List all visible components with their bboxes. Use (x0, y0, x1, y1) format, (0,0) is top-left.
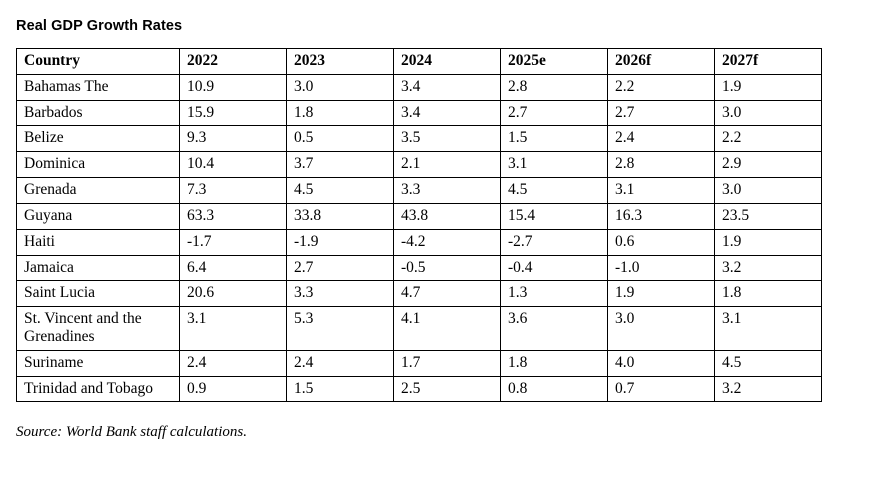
cell-2026f: -1.0 (608, 255, 715, 281)
table-row (17, 376, 822, 402)
cell-2022: 7.3 (180, 178, 287, 204)
cell-2022: 63.3 (180, 203, 287, 229)
gdp-growth-table (16, 48, 822, 402)
cell-country: Grenada (17, 178, 180, 204)
cell-2026f: 1.9 (608, 281, 715, 307)
cell-2027f: 1.8 (715, 281, 822, 307)
cell-2027f: 23.5 (715, 203, 822, 229)
cell-2027f: 3.2 (715, 255, 822, 281)
column-header-2022: 2022 (180, 49, 287, 75)
cell-2024: 2.1 (394, 152, 501, 178)
cell-country: Guyana (17, 203, 180, 229)
table-row (17, 229, 822, 255)
cell-2027f: 2.2 (715, 126, 822, 152)
cell-2025e: 1.8 (501, 350, 608, 376)
column-header-country: Country (17, 49, 180, 75)
cell-2026f: 3.1 (608, 178, 715, 204)
cell-2023: 4.5 (287, 178, 394, 204)
cell-country: St. Vincent and the Grenadines (17, 307, 180, 351)
table-row (17, 178, 822, 204)
cell-2025e: 2.7 (501, 100, 608, 126)
cell-country: Dominica (17, 152, 180, 178)
cell-2022: -1.7 (180, 229, 287, 255)
column-header-2023: 2023 (287, 49, 394, 75)
cell-2022: 15.9 (180, 100, 287, 126)
cell-2022: 2.4 (180, 350, 287, 376)
table-row (17, 74, 822, 100)
cell-2027f: 2.9 (715, 152, 822, 178)
cell-2025e: 3.6 (501, 307, 608, 351)
cell-2025e: -2.7 (501, 229, 608, 255)
column-header-2024: 2024 (394, 49, 501, 75)
cell-2027f: 3.1 (715, 307, 822, 351)
cell-2027f: 1.9 (715, 229, 822, 255)
cell-2026f: 4.0 (608, 350, 715, 376)
cell-2023: 3.7 (287, 152, 394, 178)
cell-2025e: 0.8 (501, 376, 608, 402)
cell-2024: 3.5 (394, 126, 501, 152)
table-row (17, 255, 822, 281)
cell-2025e: 15.4 (501, 203, 608, 229)
cell-country: Suriname (17, 350, 180, 376)
cell-2023: 3.3 (287, 281, 394, 307)
cell-country: Saint Lucia (17, 281, 180, 307)
cell-country: Barbados (17, 100, 180, 126)
cell-2025e: 1.5 (501, 126, 608, 152)
cell-2023: 2.4 (287, 350, 394, 376)
table-row (17, 350, 822, 376)
table-header (17, 49, 822, 75)
cell-2022: 20.6 (180, 281, 287, 307)
cell-2026f: 0.6 (608, 229, 715, 255)
table-row (17, 126, 822, 152)
cell-2024: 3.3 (394, 178, 501, 204)
cell-2022: 6.4 (180, 255, 287, 281)
cell-2022: 9.3 (180, 126, 287, 152)
column-header-2025e: 2025e (501, 49, 608, 75)
cell-2026f: 2.7 (608, 100, 715, 126)
page-title: Real GDP Growth Rates (16, 18, 183, 34)
cell-2025e: 4.5 (501, 178, 608, 204)
cell-2023: 1.5 (287, 376, 394, 402)
cell-2024: 2.5 (394, 376, 501, 402)
source-note: Source: World Bank staff calculations. (16, 424, 247, 441)
column-header-2026f: 2026f (608, 49, 715, 75)
cell-country: Bahamas The (17, 74, 180, 100)
cell-2025e: 1.3 (501, 281, 608, 307)
cell-2024: 3.4 (394, 74, 501, 100)
column-header-2027f: 2027f (715, 49, 822, 75)
cell-2024: -0.5 (394, 255, 501, 281)
table-row (17, 100, 822, 126)
cell-2022: 10.9 (180, 74, 287, 100)
cell-2026f: 16.3 (608, 203, 715, 229)
cell-2024: 43.8 (394, 203, 501, 229)
cell-2024: 1.7 (394, 350, 501, 376)
cell-2026f: 0.7 (608, 376, 715, 402)
cell-2027f: 3.0 (715, 100, 822, 126)
cell-2022: 0.9 (180, 376, 287, 402)
table-row (17, 307, 822, 351)
table-row (17, 281, 822, 307)
cell-2027f: 4.5 (715, 350, 822, 376)
cell-2024: 4.1 (394, 307, 501, 351)
cell-2027f: 3.2 (715, 376, 822, 402)
cell-country: Trinidad and Tobago (17, 376, 180, 402)
cell-2025e: 3.1 (501, 152, 608, 178)
cell-2024: -4.2 (394, 229, 501, 255)
cell-country: Belize (17, 126, 180, 152)
cell-2022: 10.4 (180, 152, 287, 178)
cell-2023: -1.9 (287, 229, 394, 255)
cell-2023: 2.7 (287, 255, 394, 281)
cell-2022: 3.1 (180, 307, 287, 351)
cell-2026f: 3.0 (608, 307, 715, 351)
table-header-row (17, 49, 822, 75)
cell-2026f: 2.8 (608, 152, 715, 178)
cell-2023: 33.8 (287, 203, 394, 229)
cell-2025e: -0.4 (501, 255, 608, 281)
cell-2024: 3.4 (394, 100, 501, 126)
table-row (17, 203, 822, 229)
cell-2023: 0.5 (287, 126, 394, 152)
cell-country: Jamaica (17, 255, 180, 281)
cell-2025e: 2.8 (501, 74, 608, 100)
cell-2023: 1.8 (287, 100, 394, 126)
table-row (17, 152, 822, 178)
cell-2024: 4.7 (394, 281, 501, 307)
cell-2026f: 2.4 (608, 126, 715, 152)
cell-country: Haiti (17, 229, 180, 255)
cell-2023: 5.3 (287, 307, 394, 351)
cell-2023: 3.0 (287, 74, 394, 100)
table-body (17, 74, 822, 402)
cell-2027f: 1.9 (715, 74, 822, 100)
cell-2026f: 2.2 (608, 74, 715, 100)
cell-2027f: 3.0 (715, 178, 822, 204)
